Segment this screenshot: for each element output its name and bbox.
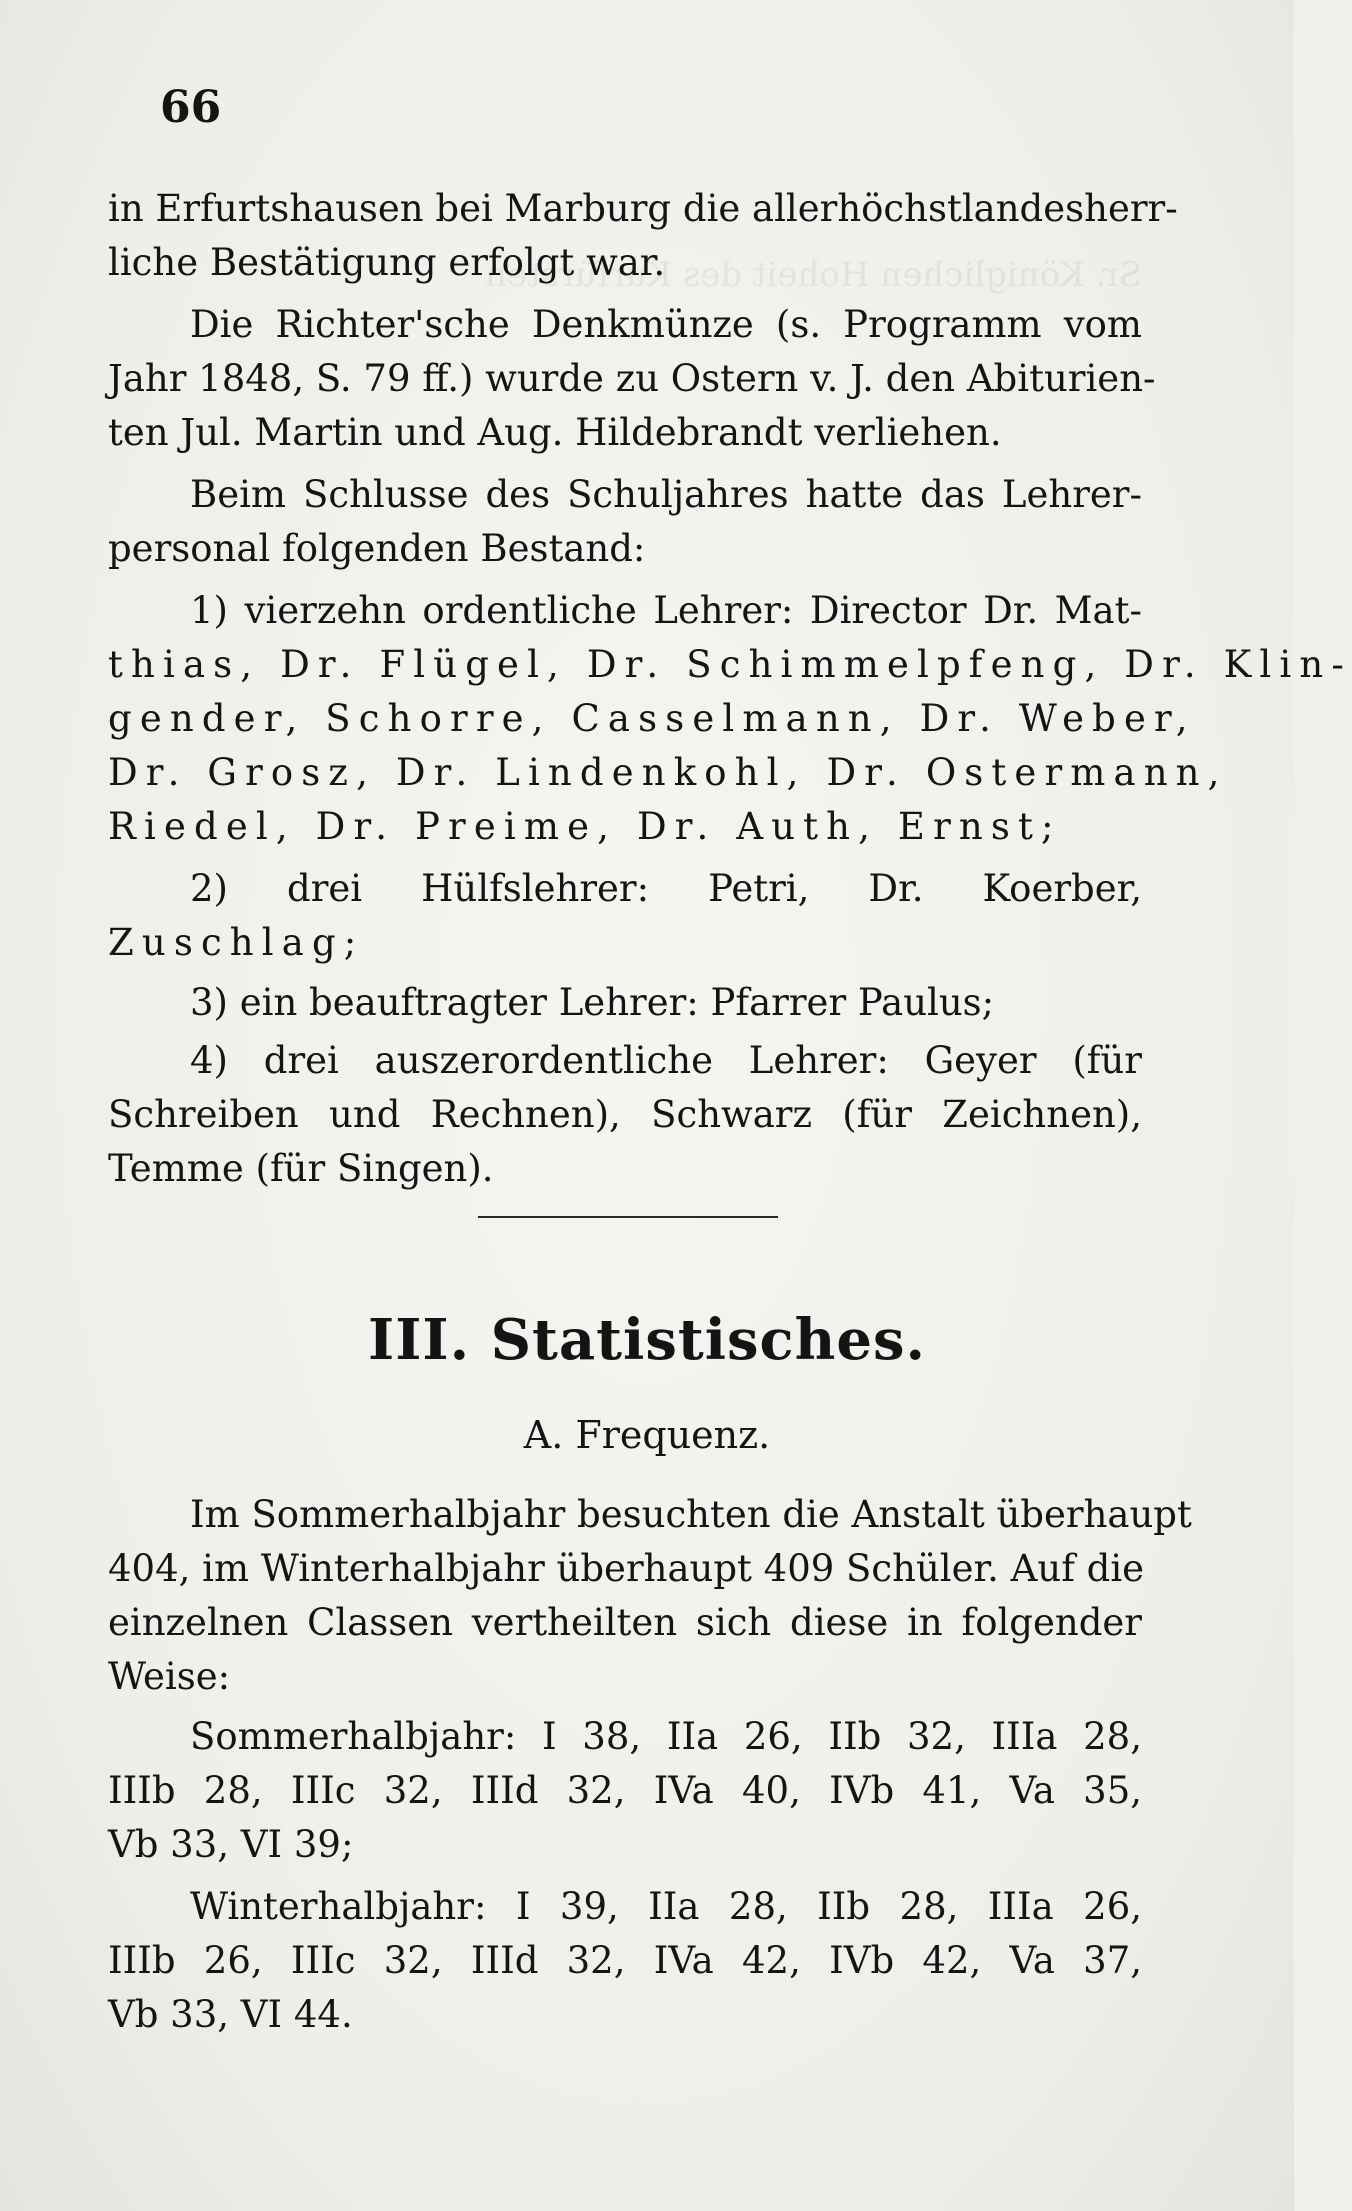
text-line: Die Richter'sche Denkmünze (s. Programm vom	[190, 303, 1142, 346]
text-line: Weise:	[108, 1655, 231, 1698]
text-line: personal folgenden Bestand:	[108, 527, 646, 570]
frequency-line: IIIb 28, IIIc 32, IIId 32, IVa 40, IVb 41, Va 35,	[108, 1769, 1142, 1812]
list-item-line: thias, Dr. Flügel, Dr. Schimmelpfeng, Dr. Klin-	[108, 643, 1352, 686]
list-item-line: gender, Schorre, Casselmann, Dr. Weber,	[108, 697, 1196, 740]
list-item-line: Zuschlag;	[108, 921, 365, 964]
frequency-line: Vb 33, VI 44.	[108, 1993, 353, 2036]
list-item-line: Riedel, Dr. Preime, Dr. Auth, Ernst;	[108, 805, 1062, 848]
text-line: liche Bestätigung erfolgt war.	[108, 241, 666, 284]
subsection-heading: A. Frequenz.	[523, 1413, 771, 1457]
text-line: einzelnen Classen vertheilten sich diese in folgender	[108, 1601, 1142, 1644]
frequency-line: IIIb 26, IIIc 32, IIId 32, IVa 42, IVb 42, Va 37,	[108, 1939, 1142, 1982]
list-item-line: 4) drei auszerordentliche Lehrer: Geyer (für	[190, 1039, 1142, 1082]
frequency-line: Winterhalbjahr: I 39, IIa 28, IIb 28, IIIa 26,	[190, 1885, 1142, 1928]
frequency-line: Vb 33, VI 39;	[108, 1823, 354, 1866]
text-line: Beim Schlusse des Schuljahres hatte das Lehrer-	[190, 473, 1142, 516]
page-number: 66	[160, 82, 222, 133]
text-line: Jahr 1848, S. 79 ff.) wurde zu Ostern v. J. den Abiturien-	[108, 357, 1156, 400]
section-divider	[478, 1216, 778, 1218]
section-heading: III. Statistisches.	[368, 1307, 926, 1373]
frequency-line: Sommerhalbjahr: I 38, IIa 26, IIb 32, IIIa 28,	[190, 1715, 1142, 1758]
text-line: in Erfurtshausen bei Marburg die allerhöchstlandesherr-	[108, 187, 1178, 230]
list-item-line: 2) drei Hülfslehrer: Petri, Dr. Koerber,	[190, 867, 1142, 910]
text-line: ten Jul. Martin und Aug. Hildebrandt verliehen.	[108, 411, 1002, 454]
list-item-line: Schreiben und Rechnen), Schwarz (für Zeichnen),	[108, 1093, 1142, 1136]
list-item-line: Temme (für Singen).	[108, 1147, 494, 1190]
list-item-line: Dr. Grosz, Dr. Lindenkohl, Dr. Ostermann,	[108, 751, 1228, 794]
text-line: 404, im Winterhalbjahr überhaupt 409 Schüler. Auf die	[108, 1547, 1145, 1590]
list-item-line: 1) vierzehn ordentliche Lehrer: Director Dr. Mat-	[190, 589, 1142, 632]
text-line: Im Sommerhalbjahr besuchten die Anstalt überhaupt	[190, 1493, 1192, 1536]
bleed-through: Sr. Königlichen Hoheit des Kurfürsten	[485, 255, 1142, 295]
list-item-line: 3) ein beauftragter Lehrer: Pfarrer Paulus;	[190, 981, 995, 1024]
